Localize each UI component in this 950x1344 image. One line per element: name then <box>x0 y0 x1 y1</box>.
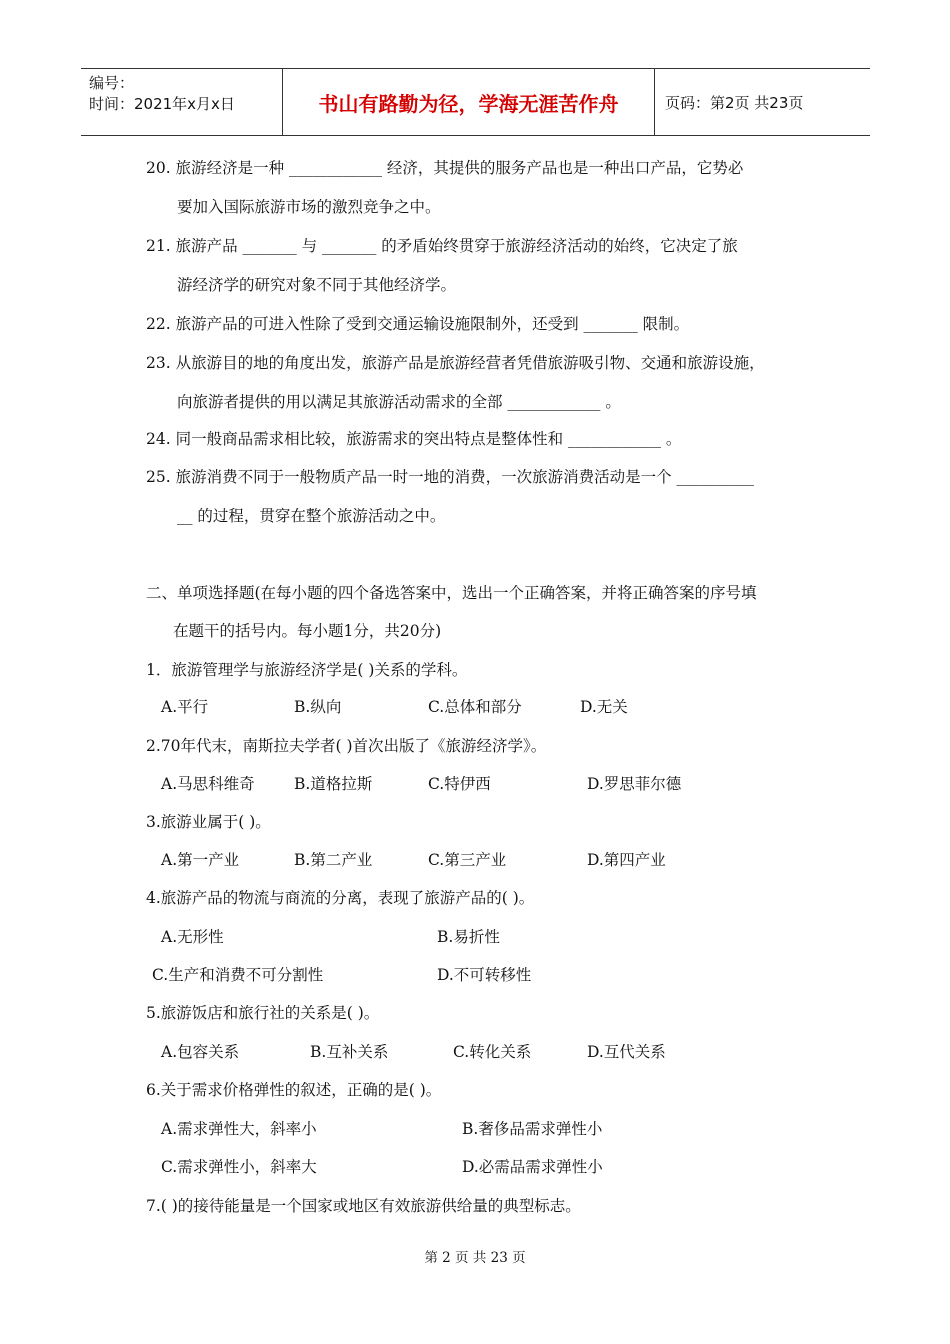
mc-question-1: 1．旅游管理学与旅游经济学是( )关系的学科。 <box>146 661 468 679</box>
page-header <box>81 68 870 136</box>
question-25-line-2: __ 的过程，贯穿在整个旅游活动之中。 <box>177 507 446 525</box>
mc-q3-option-a: A.第一产业 <box>161 851 240 869</box>
mc-q6-option-c: C.需求弹性小，斜率大 <box>161 1158 317 1176</box>
section-two-heading-line-2: 在题干的括号内。每小题1分，共20分) <box>173 622 442 640</box>
header-motto: 书山有路勤为径，学海无涯苦作舟 <box>283 69 655 135</box>
mc-q1-option-a: A.平行 <box>161 698 209 716</box>
mc-q4-option-d: D.不可转移性 <box>437 966 532 984</box>
mc-question-4: 4.旅游产品的物流与商流的分离，表现了旅游产品的( )。 <box>146 889 535 907</box>
mc-q5-option-c: C.转化关系 <box>453 1043 532 1061</box>
mc-q1-option-c: C.总体和部分 <box>428 698 522 716</box>
mc-question-5: 5.旅游饭店和旅行社的关系是( )。 <box>146 1004 380 1022</box>
mc-q1-option-b: B.纵向 <box>294 698 342 716</box>
code-label: 编号： <box>89 74 135 92</box>
mc-q2-option-b: B.道格拉斯 <box>294 775 373 793</box>
header-meta <box>81 69 283 135</box>
question-24: 24. 同一般商品需求相比较，旅游需求的突出特点是整体性和 ____________ 。 <box>146 430 682 448</box>
date-label: 时间：2021年x月x日 <box>89 95 235 113</box>
mc-q2-option-a: A.马思科维奇 <box>161 775 255 793</box>
mc-q5-option-a: A.包容关系 <box>161 1043 240 1061</box>
question-23-line-2: 向旅游者提供的用以满足其旅游活动需求的全部 ____________ 。 <box>177 393 621 411</box>
question-21-line-2: 游经济学的研究对象不同于其他经济学。 <box>177 276 457 294</box>
mc-q2-option-d: D.罗思菲尔德 <box>587 775 682 793</box>
mc-question-3: 3.旅游业属于( )。 <box>146 813 271 831</box>
question-20-line-1: 20. 旅游经济是一种 ____________ 经济，其提供的服务产品也是一种出口产品，它势必 <box>146 159 744 177</box>
mc-q2-option-c: C.特伊西 <box>428 775 491 793</box>
mc-q3-option-c: C.第三产业 <box>428 851 507 869</box>
mc-q4-option-a: A.无形性 <box>161 928 224 946</box>
mc-q6-option-a: A.需求弹性大，斜率小 <box>161 1120 317 1138</box>
question-20-line-2: 要加入国际旅游市场的激烈竞争之中。 <box>177 198 441 216</box>
mc-q3-option-b: B.第二产业 <box>294 851 373 869</box>
mc-q5-option-d: D.互代关系 <box>587 1043 666 1061</box>
mc-question-7: 7.( )的接待能量是一个国家或地区有效旅游供给量的典型标志。 <box>146 1197 581 1215</box>
mc-question-2: 2.70年代末，南斯拉夫学者( )首次出版了《旅游经济学》。 <box>146 737 547 755</box>
question-25-line-1: 25. 旅游消费不同于一般物质产品一时一地的消费，一次旅游消费活动是一个 __________ <box>146 468 755 486</box>
mc-question-6: 6.关于需求价格弹性的叙述，正确的是( )。 <box>146 1081 442 1099</box>
question-23-line-1: 23. 从旅游目的地的角度出发，旅游产品是旅游经营者凭借旅游吸引物、交通和旅游设施， <box>146 354 765 372</box>
mc-q1-option-d: D.无关 <box>580 698 628 716</box>
mc-q3-option-d: D.第四产业 <box>587 851 666 869</box>
header-page-label: 页码：第2页 共23页 <box>665 93 804 112</box>
question-21-line-1: 21. 旅游产品 _______ 与 _______ 的矛盾始终贯穿于旅游经济活动的始终，它决定了旅 <box>146 237 738 255</box>
mc-q6-option-d: D.必需品需求弹性小 <box>462 1158 603 1176</box>
question-22: 22. 旅游产品的可进入性除了受到交通运输设施限制外，还受到 _______ 限制。 <box>146 315 690 333</box>
mc-q5-option-b: B.互补关系 <box>310 1043 389 1061</box>
mc-q4-option-c: C.生产和消费不可分割性 <box>152 966 324 984</box>
mc-q4-option-b: B.易折性 <box>437 928 500 946</box>
mc-q6-option-b: B.奢侈品需求弹性小 <box>462 1120 603 1138</box>
section-two-heading-line-1: 二、单项选择题(在每小题的四个备选答案中，选出一个正确答案，并将正确答案的序号填 <box>146 584 757 602</box>
page-footer: 第 2 页 共 23 页 <box>424 1250 526 1266</box>
